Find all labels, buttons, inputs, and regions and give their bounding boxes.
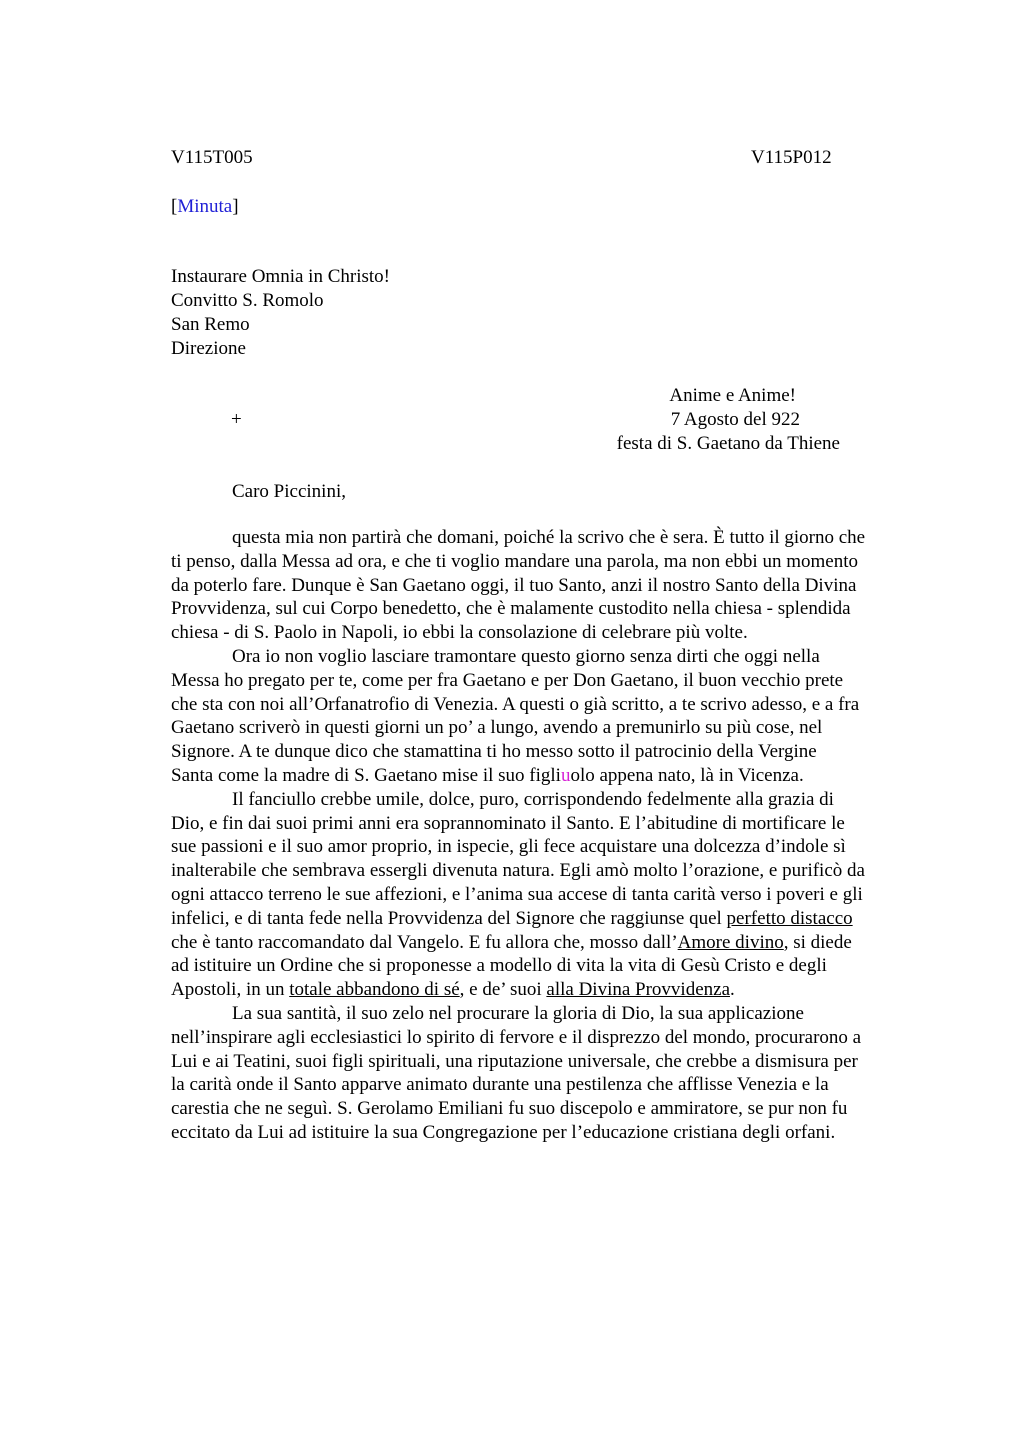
letterhead	[171, 265, 390, 361]
body-line	[110, 764, 931, 788]
underlined-phrase: totale abbandono di sé	[289, 979, 460, 1001]
text-run: Santa come la madre di S. Gaetano mise il suo figli	[171, 764, 561, 786]
body-line: la carità onde il Santo apparve animato durante una pestilenza che afflisse Venezia e la	[171, 1074, 829, 1096]
minuta-text: Minuta	[177, 196, 233, 217]
body-line: La sua santità, il suo zelo nel procurare la gloria di Dio, la sua applicazione	[232, 1002, 804, 1024]
text-run: , e de’ suoi	[459, 979, 547, 1001]
minuta-label	[171, 195, 239, 219]
salutation: Caro Piccinini,	[232, 481, 346, 502]
dateline-feast: festa di S. Gaetano da Thiene	[616, 433, 840, 454]
body-line: questa mia non partirà che domani, poiché la scrivo che è sera. È tutto il giorno che	[232, 527, 866, 548]
body-line: ti penso, dalla Messa ad ora, e che ti voglio mandare una parola, ma non ebbi un momento	[171, 550, 858, 572]
body-line: Il fanciullo crebbe umile, dolce, puro, corrispondendo fedelmente alla grazia di	[232, 788, 834, 810]
body-line: Gaetano scriverò in questi giorni un po’ a lungo, avendo a premunirlo su più cose, nel	[171, 717, 823, 739]
underlined-phrase: alla Divina Provvidenza	[546, 979, 730, 1001]
highlighted-letter: u	[560, 764, 571, 786]
letter-body	[171, 526, 931, 1145]
body-line: chiesa - di S. Paolo in Napoli, io ebbi la consolazione di celebrare più volte.	[171, 622, 748, 644]
body-line: sue passioni e il suo amor proprio, in ispecie, gli fece acquistare una dolcezza d’indole sì	[171, 836, 846, 858]
body-line: ad istituire un Ordine che si proponesse a modello di vita la vita di Gesù Cristo e degli	[171, 955, 827, 977]
cross-symbol: +	[231, 409, 242, 430]
text-run: olo appena nato, là in Vicenza.	[570, 764, 804, 786]
paragraph-2	[171, 645, 931, 788]
paragraph-3	[171, 788, 931, 1002]
letterhead-city: San Remo	[171, 314, 250, 335]
letterhead-office: Direzione	[171, 338, 246, 359]
body-line: Ora io non voglio lasciare tramontare questo giorno senza dirti che oggi nella	[232, 645, 820, 667]
paragraph-4	[171, 1002, 931, 1145]
underlined-phrase: perfetto distacco	[726, 907, 853, 929]
dateline-date: 7 Agosto del 922	[670, 409, 800, 430]
text-run: Apostoli, in un	[171, 979, 290, 1001]
text-run: che è tanto raccomandato dal Vangelo. E fu allora che, mosso dall’	[171, 931, 678, 953]
minuta-open-bracket: [	[171, 196, 178, 217]
body-line: che sta con noi all’Orfanatrofio di Venezia. A questi o già scritto, a te scrivo adesso, e a fra	[171, 693, 860, 715]
letterhead-institution: Convitto S. Romolo	[171, 290, 324, 311]
document-code-left: V115T005	[171, 147, 253, 168]
body-line	[110, 907, 931, 931]
body-line: Dio, e fin dai suoi primi anni era soprannominato il Santo. E l’abitudine di mortificare le	[171, 812, 845, 834]
body-line: Lui e ai Teatini, suoi figli spirituali, una riputazione universale, che crebbe a dismisura per	[171, 1050, 858, 1072]
paragraph-1	[171, 526, 931, 645]
dateline-motto: Anime e Anime!	[669, 385, 796, 406]
underlined-phrase: Amore divino	[677, 931, 784, 953]
minuta-close-bracket: ]	[232, 196, 239, 217]
body-line: da poterlo fare. Dunque è San Gaetano oggi, il tuo Santo, anzi il nostro Santo della Divina	[171, 574, 857, 596]
body-line: carestia che ne seguì. S. Gerolamo Emiliani fu suo discepolo e ammiratore, se pur non fu	[171, 1098, 848, 1120]
text-run: , si diede	[783, 931, 852, 953]
text-run: .	[730, 979, 735, 1001]
body-line: ogni attacco terreno le sue affezioni, e l’anima sua accese di tanta carità verso i poveri e gli	[171, 883, 863, 905]
body-line: eccitato da Lui ad istituire la sua Congregazione per l’educazione cristiana degli orfani.	[171, 1121, 836, 1143]
body-line: nell’inspirare agli ecclesiastici lo spirito di fervore e il disprezzo del mondo, procurarono a	[171, 1026, 862, 1048]
body-line: Messa ho pregato per te, come per fra Gaetano e per Don Gaetano, il buon vecchio prete	[171, 669, 844, 691]
body-line	[110, 978, 931, 1002]
body-line: inalterabile che sembrava essergli divenuta natura. Egli amò molto l’orazione, e purificò da	[171, 860, 865, 882]
body-line	[110, 931, 931, 955]
body-line: Signore. A te dunque dico che stamattina ti ho messo sotto il patrocinio della Vergine	[171, 741, 817, 763]
body-line: Provvidenza, sul cui Corpo benedetto, che è malamente custodito nella chiesa - splendida	[171, 598, 851, 620]
dateline	[560, 384, 840, 456]
document-code-right: V115P012	[751, 147, 832, 168]
text-run: infelici, e di tanta fede nella Provvidenza del Signore che raggiunse quel	[171, 907, 727, 929]
letterhead-motto: Instaurare Omnia in Christo!	[171, 266, 390, 287]
